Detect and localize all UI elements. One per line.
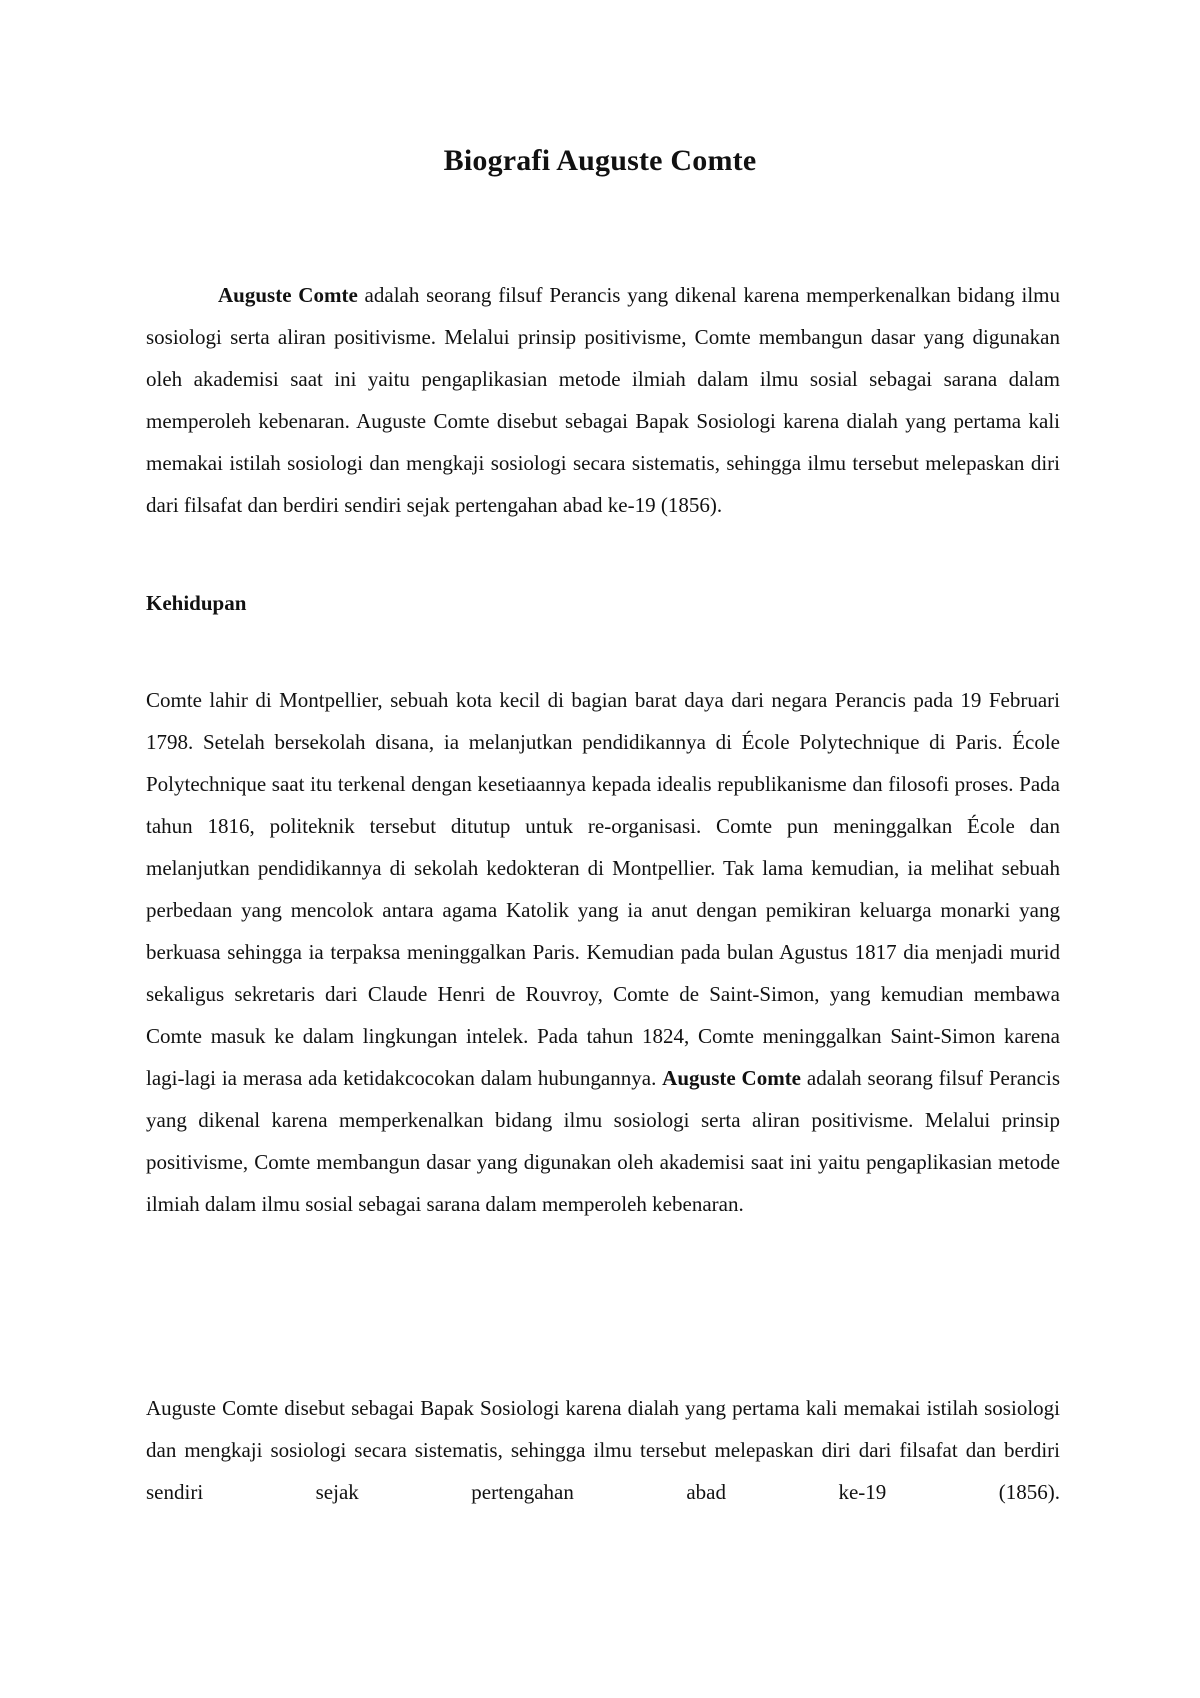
intro-lead-bold: Auguste Comte xyxy=(218,283,358,307)
section-heading: Kehidupan xyxy=(146,591,247,615)
intro-paragraph xyxy=(146,274,1060,526)
closing-text: Auguste Comte disebut sebagai Bapak Sosiologi karena dialah yang pertama kali memakai istilah sosiologi dan mengkaji sosiologi secara sistematis, sehingga ilmu tersebut melepaskan diri dari filsafat dan berdiri sendiri sejak pertengahan abad ke-19 (1856). xyxy=(146,1396,1060,1504)
closing-paragraph xyxy=(146,1387,1060,1513)
intro-text: adalah seorang filsuf Perancis yang dikenal karena memperkenalkan bidang ilmu sosiologi serta aliran positivisme. Melalui prinsip positivisme, Comte membangun dasar yang digunakan oleh akademisi saat ini yaitu pengaplikasian metode ilmiah dalam ilmu sosial sebagai sarana dalam memperoleh kebenaran. Auguste Comte disebut sebagai Bapak Sosiologi karena dialah yang pertama kali memakai istilah sosiologi dan mengkaji sosiologi secara sistematis, sehingga ilmu tersebut melepaskan diri dari filsafat dan berdiri sendiri sejak pertengahan abad ke-19 (1856). xyxy=(146,283,1060,517)
life-bold: Auguste Comte xyxy=(662,1066,802,1090)
life-paragraph xyxy=(146,679,1060,1225)
life-text-after: adalah seorang filsuf Perancis yang dikenal karena memperkenalkan bidang ilmu sosiologi serta aliran positivisme. Melalui prinsip positivisme, Comte membangun dasar yang digunakan oleh akademisi saat ini yaitu pengaplikasian metode ilmiah dalam ilmu sosial sebagai sarana dalam memperoleh kebenaran. xyxy=(146,1066,1060,1216)
document-title: Biografi Auguste Comte xyxy=(443,144,757,177)
life-text-before: Comte lahir di Montpellier, sebuah kota kecil di bagian barat daya dari negara Perancis pada 19 Februari 1798. Setelah bersekolah disana, ia melanjutkan pendidikannya di École Polytechnique di Paris. École Polytechnique saat itu terkenal dengan kesetiaannya kepada idealis republikanisme dan filosofi proses. Pada tahun 1816, politeknik tersebut ditutup untuk re-organisasi. Comte pun meninggalkan École dan melanjutkan pendidikannya di sekolah kedokteran di Montpellier. Tak lama kemudian, ia melihat sebuah perbedaan yang mencolok antara agama Katolik yang ia anut dengan pemikiran keluarga monarki yang berkuasa sehingga ia terpaksa meninggalkan Paris. Kemudian pada bulan Agustus 1817 dia menjadi murid sekaligus sekretaris dari Claude Henri de Rouvroy, Comte de Saint-Simon, yang kemudian membawa Comte masuk ke dalam lingkungan intelek. Pada tahun 1824, Comte meninggalkan Saint-Simon karena lagi-lagi ia merasa ada ketidakcocokan dalam hubungannya. xyxy=(146,688,1060,1090)
